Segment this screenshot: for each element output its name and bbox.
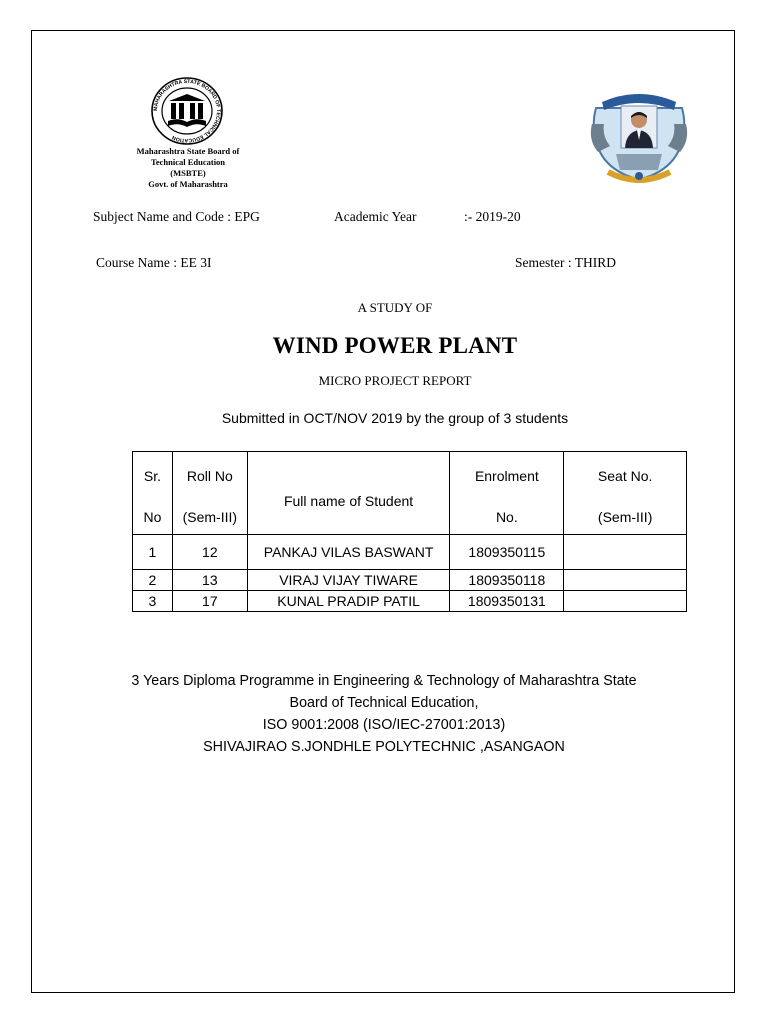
report-subtitle: MICRO PROJECT REPORT	[318, 373, 472, 388]
header-seat-bottom: (Sem-III)	[597, 509, 653, 525]
institution-footer	[0, 670, 768, 758]
study-heading: A STUDY OF	[357, 300, 433, 315]
header-seat-top: Seat No.	[597, 468, 653, 484]
project-title: WIND POWER PLANT	[272, 333, 518, 358]
msbte-caption-line: Govt. of Maharashtra	[148, 179, 228, 189]
header-name-text: Full name of Student	[283, 493, 414, 509]
table-row	[133, 535, 687, 570]
cell-seat	[564, 591, 687, 612]
header-enrolment	[450, 452, 564, 535]
cell-enrolment: 1809350131	[450, 591, 564, 612]
submission-line: Submitted in OCT/NOV 2019 by the group of 3 students	[221, 410, 569, 426]
footer-line: ISO 9001:2008 (ISO/IEC-27001:2013)	[262, 717, 506, 733]
course-name: Course Name : EE 3I	[96, 255, 212, 270]
cell-roll: 12	[172, 535, 247, 570]
cell-seat	[564, 570, 687, 591]
cell-name: VIRAJ VIJAY TIWARE	[247, 570, 450, 591]
msbte-caption-line: Maharashtra State Board of	[136, 146, 240, 156]
students-table	[132, 451, 687, 612]
header-enrol-top: Enrolment	[474, 468, 539, 484]
academic-year-label: Academic Year	[334, 209, 417, 224]
header-full-name	[247, 452, 450, 535]
msbte-caption-line: (MSBTE)	[170, 168, 206, 178]
cell-sr: 1	[133, 535, 173, 570]
msbte-caption-line: Technical Education	[150, 157, 226, 167]
header-roll-no	[172, 452, 247, 535]
footer-line: 3 Years Diploma Programme in Engineering & Technology of Maharashtra State	[131, 673, 637, 689]
cell-enrolment: 1809350115	[450, 535, 564, 570]
table-row	[133, 591, 687, 612]
header-sr-top: Sr.	[143, 468, 162, 484]
header-sr-no	[133, 452, 173, 535]
academic-year-value: :- 2019-20	[464, 209, 521, 224]
table-row	[133, 570, 687, 591]
header-roll-bottom: (Sem-III)	[182, 509, 238, 525]
cell-enrolment: 1809350118	[450, 570, 564, 591]
header-enrol-bottom: No.	[495, 509, 518, 525]
header-seat-no	[564, 452, 687, 535]
cell-roll: 17	[172, 591, 247, 612]
msbte-seal-logo	[150, 76, 224, 146]
table-header-row	[133, 452, 687, 535]
semester: Semester : THIRD	[515, 255, 616, 270]
institute-emblem-logo	[588, 80, 690, 192]
msbte-ring-text: MAHARASHTRA STATE BOARD OF TECHNICAL EDUCATION	[152, 78, 222, 144]
header-roll-top: Roll No	[186, 468, 233, 484]
cell-name: PANKAJ VILAS BASWANT	[247, 535, 450, 570]
cell-seat	[564, 535, 687, 570]
cell-name: KUNAL PRADIP PATIL	[247, 591, 450, 612]
msbte-caption	[110, 146, 266, 190]
header-sr-bottom: No	[143, 509, 162, 525]
footer-line: Board of Technical Education,	[289, 695, 479, 711]
cell-sr: 3	[133, 591, 173, 612]
footer-line: SHIVAJIRAO S.JONDHLE POLYTECHNIC ,ASANGAON	[203, 739, 565, 755]
subject-name-code: Subject Name and Code : EPG	[93, 209, 260, 224]
cell-roll: 13	[172, 570, 247, 591]
cell-sr: 2	[133, 570, 173, 591]
